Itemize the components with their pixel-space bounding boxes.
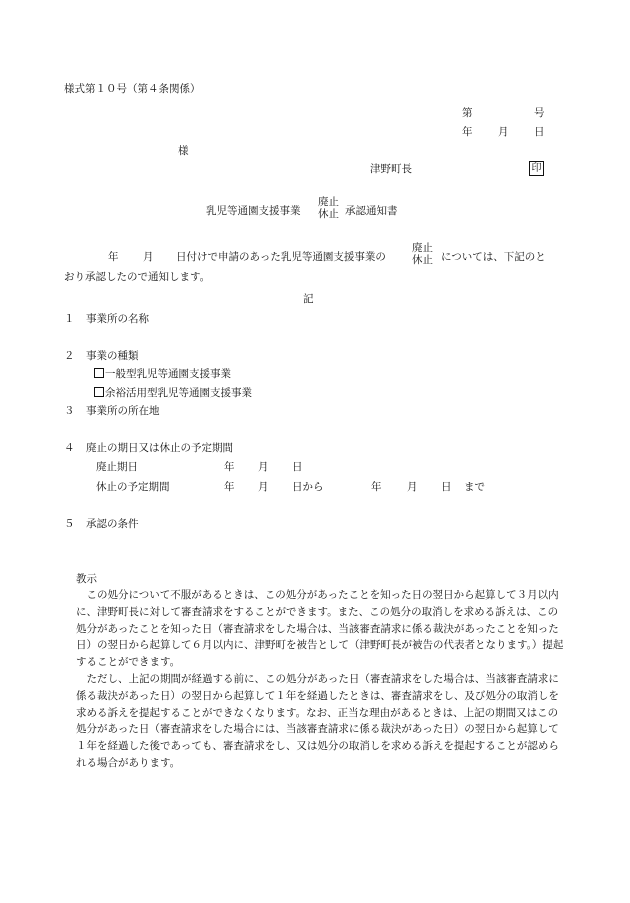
notice-line: １年を経過した後であっても、審査請求をし、又は処分の取消しを求める訴えを提起することが認めら xyxy=(76,740,559,753)
item-1-label: 事業所の名称 xyxy=(86,313,149,325)
sender-name: 津野町長 xyxy=(370,163,412,175)
item-3-number: ３ xyxy=(64,405,75,417)
notice-line: 係る裁決があった日）の翌日から起算して１年を経過したときは、審査請求をし、及び処分の取消しを xyxy=(76,689,559,702)
form-number: 様式第１０号（第４条関係） xyxy=(64,83,201,95)
title-option-abolish: 廃止 xyxy=(318,196,339,208)
notice-body xyxy=(76,587,566,772)
item-5-number: ５ xyxy=(64,518,75,530)
option-general-label: 一般型乳児等通園支援事業 xyxy=(105,368,231,380)
notice-line: れる場合があります。 xyxy=(76,756,181,769)
body-year: 年 xyxy=(108,251,119,263)
body-text-2: については、下記のと xyxy=(441,251,546,263)
notice-line: この処分について不服があるときは、この処分があったことを知った日の翌日から起算して３月以内 xyxy=(76,589,559,601)
date-day: 日 xyxy=(534,126,545,138)
body-options xyxy=(412,242,433,266)
doc-number-prefix: 第 xyxy=(462,107,473,119)
title-suffix: 承認通知書 xyxy=(345,205,398,217)
title-prefix: 乳児等通園支援事業 xyxy=(206,205,301,217)
notice-line: 処分があったことを知った日（審査請求をした場合は、当該審査請求に係る裁決があったことを知った xyxy=(76,622,559,635)
checkbox-general[interactable] xyxy=(94,368,104,378)
suspend-to-month: 月 xyxy=(407,481,418,493)
notice-line: に、津野町長に対して審査請求をすることができます。また、この処分の取消しを求める訴えは、この xyxy=(76,605,559,618)
body-text-1: 日付けで申請のあった乳児等通園支援事業の xyxy=(176,251,386,263)
body-option-abolish: 廃止 xyxy=(412,242,433,254)
ki-heading: 記 xyxy=(303,293,314,305)
date-month: 月 xyxy=(498,126,509,138)
notice-line: 求める訴えを提起することができなくなります。なお、正当な理由があるときは、上記の期間又はこの xyxy=(76,706,559,719)
item-4-number: ４ xyxy=(64,442,75,454)
option-surplus-label: 余裕活用型乳児等通園支援事業 xyxy=(105,387,252,399)
item-2-option-surplus xyxy=(94,386,252,400)
notice-line: ただし、上記の期間が経過する前に、この処分があった日（審査請求をした場合は、当該審査請求に xyxy=(76,672,559,685)
seal-stamp: 印 xyxy=(529,161,544,176)
addressee-suffix: 様 xyxy=(178,145,189,157)
notice-heading: 教示 xyxy=(76,573,97,585)
item-3-label: 事業所の所在地 xyxy=(86,405,160,417)
body-month: 月 xyxy=(143,251,154,263)
suspend-from-year: 年 xyxy=(224,481,235,493)
abolish-day: 日 xyxy=(292,461,303,473)
suspend-to-day: 日 xyxy=(441,481,452,493)
suspend-from-day: 日から xyxy=(292,481,324,493)
item-2-label: 事業の種類 xyxy=(86,350,139,362)
item-5-label: 承認の条件 xyxy=(86,518,139,530)
suspend-period-label: 休止の予定期間 xyxy=(96,481,170,493)
suspend-from-month: 月 xyxy=(258,481,269,493)
checkbox-surplus[interactable] xyxy=(94,387,104,397)
title-option-suspend: 休止 xyxy=(318,208,339,220)
date-year: 年 xyxy=(462,126,473,138)
doc-number-suffix: 号 xyxy=(534,107,545,119)
body-option-suspend: 休止 xyxy=(412,254,433,266)
notice-line: 日）の翌日から起算して６月以内に、津野町を被告として（津野町長が被告の代表者となります。）提起 xyxy=(76,639,564,652)
notice-line: 処分があった日（審査請求をした場合には、当該審査請求に係る裁決があった日）の翌日から起算して xyxy=(76,723,559,736)
item-2-option-general xyxy=(94,367,231,381)
suspend-until: まで xyxy=(464,481,485,493)
notice-line: することができます。 xyxy=(76,656,181,669)
item-4-label: 廃止の期日又は休止の予定期間 xyxy=(86,442,233,454)
item-2-number: ２ xyxy=(64,350,75,362)
suspend-to-year: 年 xyxy=(371,481,382,493)
title-options xyxy=(318,196,339,220)
abolish-month: 月 xyxy=(258,461,269,473)
abolish-year: 年 xyxy=(224,461,235,473)
item-1-number: １ xyxy=(64,313,75,325)
abolish-date-label: 廃止期日 xyxy=(96,461,138,473)
body-line-2: おり承認したので通知します。 xyxy=(64,271,211,283)
